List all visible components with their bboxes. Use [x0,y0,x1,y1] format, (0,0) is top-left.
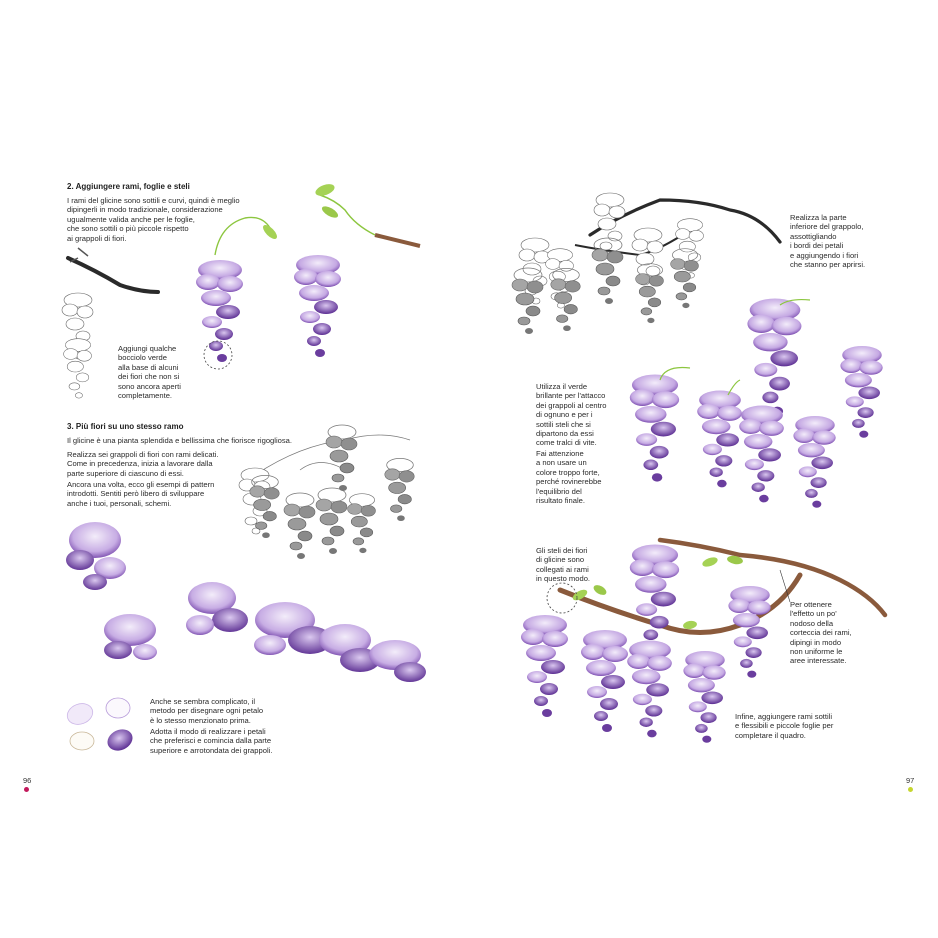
section2-heading: 2. Aggiungere rami, foglie e steli [67,182,190,191]
section2-body: I rami del glicine sono sottili e curvi, quindi è meglio dipingerli in modo tradizionale, considerazione ugualmente valida anche per le foglie, che sono sottili o più piccole rispetto ai grappoli di fiori. [67,196,240,243]
section3-paragraph-2: Realizza sei grappoli di fiori con rami delicati. Come in precedenza, inizia a lavorare dalla parte superiore di ciascuno di essi. [67,450,219,478]
note-stems: Gli steli dei fiori di glicine sono collegati ai rami in questo modo. [536,546,591,584]
page-number-right: 97 [906,776,915,785]
section3-paragraph-1: Il glicine è una pianta splendida e bellissima che fiorisce rigogliosa. [67,436,292,445]
section3-paragraph-3: Ancora una volta, ecco gli esempi di pattern introdotti. Sentiti però libero di sviluppare anche i tuoi, personali, schemi. [67,480,215,508]
note-color-caution: Fai attenzione a non usare un colore troppo forte, perché rovinerebbe l'equilibrio del risultato finale. [536,449,602,506]
section3-heading: 3. Più fiori su uno stesso ramo [67,422,184,431]
note-bright-green: Utilizza il verde brillante per l'attacco dei grappoli al centro di ognuno e per i sottili steli che si dipartono da essi come tralci di vite. [536,382,607,448]
petals-paragraph-1: Anche se sembra complicato, il metodo per disegnare ogni petalo è lo stesso menzionato prima. [150,697,264,725]
note-bark: Per ottenere l'effetto un po' nodoso della corteccia dei rami, dipingi in modo non uniforme le aree interessate. [790,600,852,666]
page-marker-dot-left [24,787,29,792]
page-number-left: 96 [23,776,32,785]
petals-paragraph-2: Adotta il modo di realizzare i petali che preferisci e comincia dalla parte superiore e arrotondata dei grappoli. [150,727,273,755]
section2-note: Aggiungi qualche bocciolo verde alla base di alcuni dei fiori che non si sono ancora aperti completamente. [118,344,181,401]
note-final-touch: Infine, aggiungere rami sottili e flessibili e piccole foglie per completare il quadro. [735,712,834,740]
page-marker-dot-right [908,787,913,792]
note-bottom-of-cluster: Realizza la parte inferiore del grappolo, assottigliando i bordi dei petali e aggiungendo i fiori che stanno per aprirsi. [790,213,866,270]
